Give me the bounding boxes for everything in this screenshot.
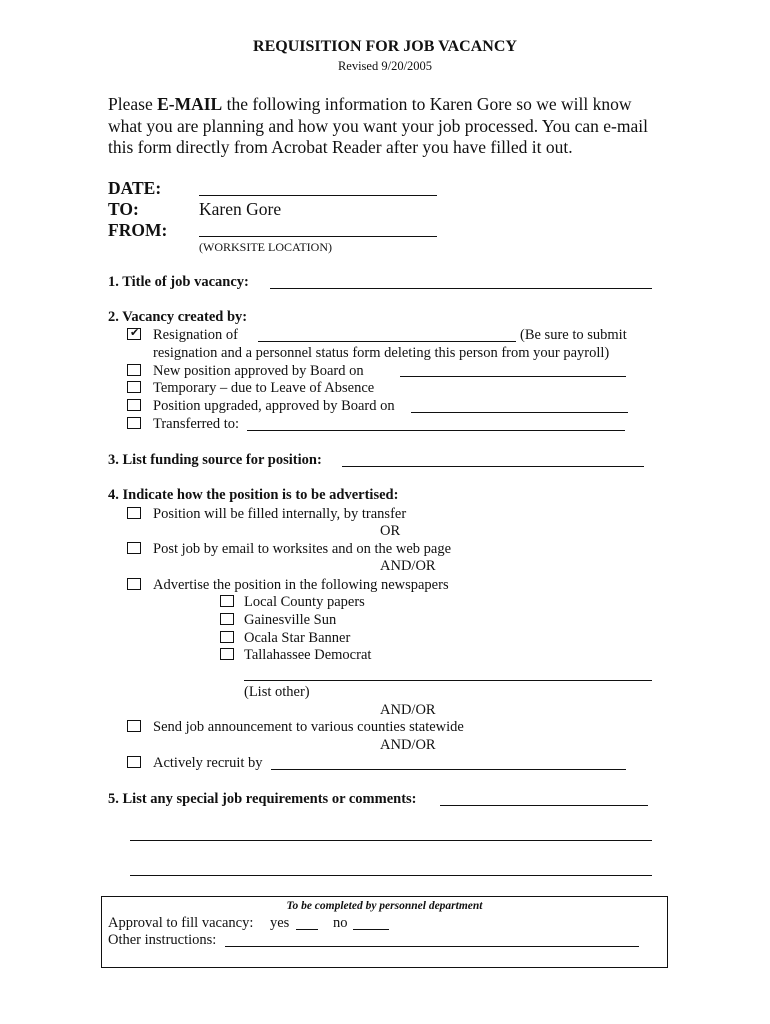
new-position-label: New position approved by Board on: [153, 363, 364, 379]
ocala-star-banner-checkbox[interactable]: [220, 631, 234, 643]
comments-field-1[interactable]: [440, 805, 648, 806]
statewide-checkbox[interactable]: [127, 720, 141, 732]
yes-label: yes: [270, 915, 290, 931]
resignation-name-field[interactable]: [258, 341, 516, 342]
internal-label: Position will be filled internally, by transfer: [153, 506, 407, 522]
newspapers-label: Advertise the position in the following newspapers: [153, 577, 449, 593]
upgraded-label: Position upgraded, approved by Board on: [153, 398, 395, 414]
gainesville-sun-label: Gainesville Sun: [244, 612, 337, 628]
upgraded-checkbox[interactable]: [127, 399, 141, 411]
yes-field[interactable]: [296, 929, 318, 930]
other-newspaper-field[interactable]: [244, 680, 652, 681]
tallahassee-democrat-label: Tallahassee Democrat: [244, 647, 372, 663]
new-position-checkbox[interactable]: [127, 364, 141, 376]
q4-label: 4. Indicate how the position is to be advertised:: [108, 487, 399, 503]
intro-line-3: this form directly from Acrobat Reader after you have filled it out.: [108, 137, 573, 157]
comments-field-2[interactable]: [130, 840, 652, 841]
gainesville-sun-checkbox[interactable]: [220, 613, 234, 625]
andor-divider-1: AND/OR: [380, 558, 436, 574]
tallahassee-democrat-checkbox[interactable]: [220, 648, 234, 660]
resignation-label: Resignation of: [153, 327, 238, 343]
recruit-label: Actively recruit by: [153, 755, 263, 771]
worksite-location-hint: (WORKSITE LOCATION): [199, 240, 332, 254]
recruit-checkbox[interactable]: [127, 756, 141, 768]
temporary-label: Temporary – due to Leave of Absence: [153, 380, 375, 396]
from-field[interactable]: [199, 236, 437, 237]
comments-field-3[interactable]: [130, 875, 652, 876]
q2-label: 2. Vacancy created by:: [108, 309, 248, 325]
check-mark-icon: ✔: [130, 327, 140, 339]
job-title-field[interactable]: [270, 288, 652, 289]
other-instructions-label: Other instructions:: [108, 932, 217, 948]
upgraded-date-field[interactable]: [411, 412, 628, 413]
to-label: TO:: [108, 199, 139, 219]
approval-label: Approval to fill vacancy:: [108, 915, 254, 931]
internal-checkbox[interactable]: [127, 507, 141, 519]
andor-divider-3: AND/OR: [380, 737, 436, 753]
statewide-label: Send job announcement to various counties statewide: [153, 719, 464, 735]
date-field[interactable]: [199, 195, 437, 196]
new-position-date-field[interactable]: [400, 376, 626, 377]
transferred-to-field[interactable]: [247, 430, 625, 431]
intro-line-1: Please E-MAIL the following information to Karen Gore so we will know: [108, 94, 632, 114]
form-title: REQUISITION FOR JOB VACANCY: [253, 38, 517, 55]
temporary-checkbox[interactable]: [127, 381, 141, 393]
local-county-label: Local County papers: [244, 594, 365, 610]
intro-line-2: what you are planning and how you want your job processed. You can e-mail: [108, 116, 648, 136]
or-divider: OR: [380, 523, 401, 539]
to-value: Karen Gore: [199, 199, 282, 219]
andor-divider-2: AND/OR: [380, 702, 436, 718]
q1-label: 1. Title of job vacancy:: [108, 274, 249, 290]
personnel-heading: To be completed by personnel department: [286, 900, 483, 912]
date-label: DATE:: [108, 178, 162, 198]
other-instructions-field[interactable]: [225, 946, 639, 947]
list-other-hint: (List other): [244, 684, 310, 700]
newspapers-checkbox[interactable]: [127, 578, 141, 590]
local-county-checkbox[interactable]: [220, 595, 234, 607]
resignation-checkbox[interactable]: [127, 328, 141, 340]
transferred-checkbox[interactable]: [127, 417, 141, 429]
resignation-note: (Be sure to submit: [520, 327, 627, 343]
from-label: FROM:: [108, 220, 168, 240]
resignation-note-2: resignation and a personnel status form deleting this person from your payroll): [153, 345, 610, 361]
q3-label: 3. List funding source for position:: [108, 452, 322, 468]
transferred-label: Transferred to:: [153, 416, 240, 432]
revised-date: Revised 9/20/2005: [337, 59, 433, 73]
ocala-star-banner-label: Ocala Star Banner: [244, 630, 351, 646]
post-web-checkbox[interactable]: [127, 542, 141, 554]
funding-source-field[interactable]: [342, 466, 644, 467]
recruit-method-field[interactable]: [271, 769, 626, 770]
no-field[interactable]: [353, 929, 389, 930]
no-label: no: [333, 915, 348, 931]
q5-label: 5. List any special job requirements or comments:: [108, 791, 417, 807]
post-web-label: Post job by email to worksites and on the web page: [153, 541, 452, 557]
